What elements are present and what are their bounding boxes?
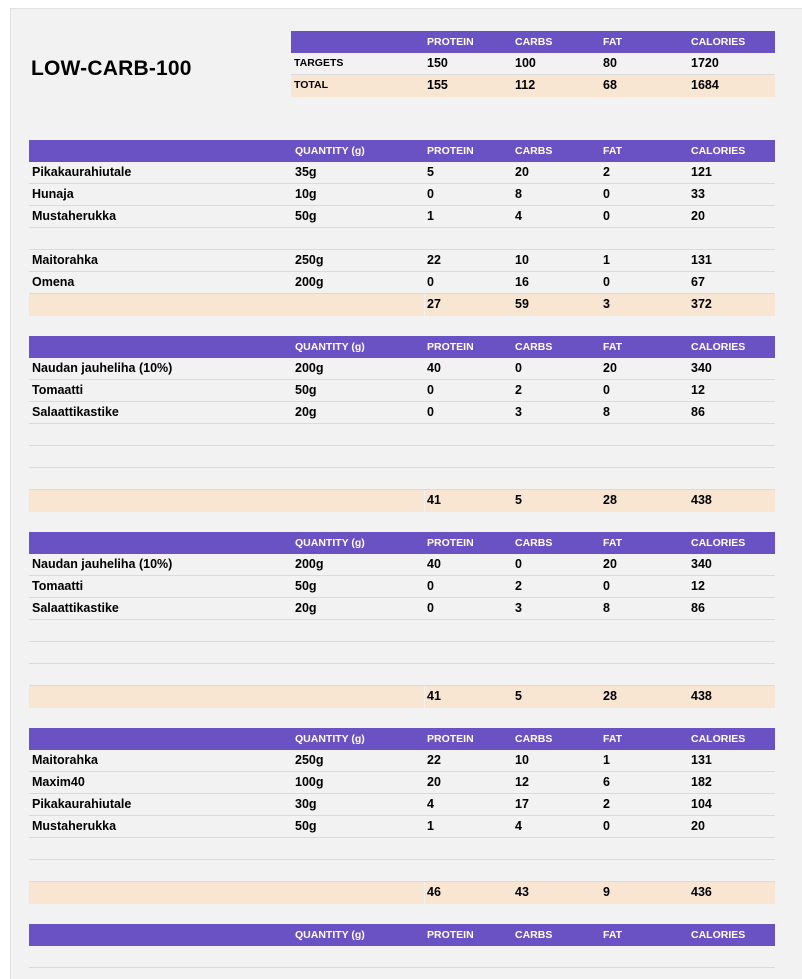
- summary-table: [291, 31, 775, 97]
- header-protein: PROTEIN: [427, 341, 474, 353]
- cell-carbs[interactable]: 4: [515, 209, 522, 223]
- cell-quantity[interactable]: 50g: [295, 819, 317, 833]
- total-fill-left: [29, 490, 424, 512]
- header-quantity: QUANTITY (g): [295, 929, 365, 941]
- meal-total-calories: 372: [691, 297, 712, 311]
- total-fill-left: [29, 882, 424, 904]
- cell-carbs[interactable]: 17: [515, 797, 529, 811]
- cell-quantity[interactable]: 250g: [295, 753, 324, 767]
- cell-quantity[interactable]: 20g: [295, 405, 317, 419]
- header-quantity: QUANTITY (g): [295, 733, 365, 745]
- meal-total-protein: 41: [427, 689, 441, 703]
- meal-row[interactable]: [29, 554, 775, 576]
- cell-calories[interactable]: 20: [691, 209, 705, 223]
- total-fill-left: [29, 294, 424, 316]
- cell-quantity[interactable]: 10g: [295, 187, 317, 201]
- cell-fat[interactable]: 20: [603, 557, 617, 571]
- cell-calories[interactable]: 340: [691, 361, 712, 375]
- meal-row[interactable]: [29, 860, 775, 882]
- meal-row[interactable]: [29, 642, 775, 664]
- meal-total-protein: 27: [427, 297, 441, 311]
- summary-header-calories: CALORIES: [691, 36, 746, 48]
- meal-header-row: [29, 336, 775, 358]
- cell-carbs[interactable]: 10: [515, 253, 529, 267]
- meal-header-row: [29, 140, 775, 162]
- header-carbs: CARBS: [515, 537, 553, 549]
- cell-fat[interactable]: 0: [603, 819, 610, 833]
- meal-row[interactable]: [29, 206, 775, 228]
- cell-quantity[interactable]: 20g: [295, 601, 317, 615]
- meal-header-row: [29, 924, 775, 946]
- meal-total-row: [29, 882, 775, 904]
- meal-total-row: [29, 686, 775, 708]
- meal-table: [29, 140, 775, 316]
- total-fill-right: [425, 490, 775, 512]
- meal-total-fat: 9: [603, 885, 610, 899]
- cell-carbs[interactable]: 4: [515, 819, 522, 833]
- meal-total-protein: 46: [427, 885, 441, 899]
- cell-carbs[interactable]: 2: [515, 579, 522, 593]
- summary-header-row: [291, 31, 775, 53]
- meal-table: [29, 532, 775, 708]
- cell-calories[interactable]: 131: [691, 253, 712, 267]
- total-fill-right: [425, 294, 775, 316]
- cell-calories[interactable]: 12: [691, 579, 705, 593]
- meal-row[interactable]: [29, 162, 775, 184]
- meal-row[interactable]: [29, 380, 775, 402]
- total-fill-right: [425, 882, 775, 904]
- meal-row[interactable]: [29, 750, 775, 772]
- header-fat: FAT: [603, 537, 623, 549]
- spreadsheet-sheet: [10, 8, 802, 979]
- cell-protein[interactable]: 22: [427, 253, 441, 267]
- meal-table: [29, 728, 775, 904]
- meal-row[interactable]: [29, 838, 775, 860]
- meal-header-row: [29, 728, 775, 750]
- meal-row[interactable]: [29, 576, 775, 598]
- meal-row[interactable]: [29, 272, 775, 294]
- header-fat: FAT: [603, 145, 623, 157]
- cell-food-name[interactable]: Salaattikastike: [32, 601, 119, 615]
- meal-total-carbs: 5: [515, 689, 522, 703]
- cell-carbs[interactable]: 3: [515, 405, 522, 419]
- header-calories: CALORIES: [691, 733, 746, 745]
- header-carbs: CARBS: [515, 145, 553, 157]
- meal-row[interactable]: [29, 228, 775, 250]
- cell-quantity[interactable]: 250g: [295, 253, 324, 267]
- cell-calories[interactable]: 121: [691, 165, 712, 179]
- summary-header-carbs: CARBS: [515, 36, 553, 48]
- meal-total-fat: 28: [603, 493, 617, 507]
- cell-protein[interactable]: 20: [427, 775, 441, 789]
- header-fat: FAT: [603, 929, 623, 941]
- cell-carbs[interactable]: 20: [515, 165, 529, 179]
- cell-protein[interactable]: 0: [427, 579, 434, 593]
- cell-calories[interactable]: 182: [691, 775, 712, 789]
- cell-fat[interactable]: 0: [603, 383, 610, 397]
- targets-carbs[interactable]: 100: [515, 56, 536, 70]
- meal-total-calories: 438: [691, 689, 712, 703]
- cell-quantity[interactable]: 50g: [295, 579, 317, 593]
- cell-quantity[interactable]: 50g: [295, 383, 317, 397]
- header-quantity: QUANTITY (g): [295, 537, 365, 549]
- header-fat: FAT: [603, 733, 623, 745]
- cell-fat[interactable]: 8: [603, 601, 610, 615]
- cell-protein[interactable]: 22: [427, 753, 441, 767]
- cell-food-name[interactable]: Maitorahka: [32, 753, 98, 767]
- header-protein: PROTEIN: [427, 733, 474, 745]
- meal-row[interactable]: [29, 250, 775, 272]
- cell-fat[interactable]: 1: [603, 753, 610, 767]
- targets-label: TARGETS: [294, 57, 344, 69]
- cell-food-name[interactable]: Salaattikastike: [32, 405, 119, 419]
- cell-food-name[interactable]: Naudan jauheliha (10%): [32, 361, 173, 375]
- cell-fat[interactable]: 2: [603, 165, 610, 179]
- meal-row[interactable]: [29, 772, 775, 794]
- meal-row[interactable]: [29, 424, 775, 446]
- meal-row[interactable]: [29, 402, 775, 424]
- meal-total-carbs: 43: [515, 885, 529, 899]
- cell-food-name[interactable]: Maxim40: [32, 775, 85, 789]
- total-calories: 1684: [691, 78, 719, 92]
- cell-carbs[interactable]: 8: [515, 187, 522, 201]
- summary-total-row[interactable]: [291, 75, 775, 97]
- meal-header-row: [29, 532, 775, 554]
- meal-total-calories: 436: [691, 885, 712, 899]
- cell-fat[interactable]: 1: [603, 253, 610, 267]
- cell-fat[interactable]: 0: [603, 275, 610, 289]
- meal-table: [29, 924, 775, 968]
- cell-calories[interactable]: 67: [691, 275, 705, 289]
- header-quantity: QUANTITY (g): [295, 341, 365, 353]
- cell-food-name[interactable]: Mustaherukka: [32, 209, 117, 223]
- cell-food-name[interactable]: Naudan jauheliha (10%): [32, 557, 173, 571]
- cell-protein[interactable]: 40: [427, 557, 441, 571]
- cell-food-name[interactable]: Tomaatti: [32, 579, 84, 593]
- header-protein: PROTEIN: [427, 145, 474, 157]
- cell-quantity[interactable]: 30g: [295, 797, 317, 811]
- cell-protein[interactable]: 0: [427, 405, 434, 419]
- cell-protein[interactable]: 0: [427, 601, 434, 615]
- meal-total-row: [29, 294, 775, 316]
- meal-row[interactable]: [29, 664, 775, 686]
- cell-protein[interactable]: 1: [427, 209, 434, 223]
- cell-quantity[interactable]: 200g: [295, 361, 324, 375]
- cell-protein[interactable]: 1: [427, 819, 434, 833]
- meal-row[interactable]: [29, 446, 775, 468]
- summary-targets-row[interactable]: [291, 53, 775, 75]
- cell-quantity[interactable]: 100g: [295, 775, 324, 789]
- cell-food-name[interactable]: Tomaatti: [32, 383, 84, 397]
- cell-calories[interactable]: 12: [691, 383, 705, 397]
- cell-quantity[interactable]: 50g: [295, 209, 317, 223]
- meal-row[interactable]: [29, 620, 775, 642]
- meal-total-fat: 28: [603, 689, 617, 703]
- cell-fat[interactable]: 0: [603, 209, 610, 223]
- targets-calories[interactable]: 1720: [691, 56, 719, 70]
- cell-protein[interactable]: 0: [427, 275, 434, 289]
- cell-calories[interactable]: 340: [691, 557, 712, 571]
- meal-row[interactable]: [29, 946, 775, 968]
- cell-fat[interactable]: 0: [603, 187, 610, 201]
- cell-calories[interactable]: 86: [691, 601, 705, 615]
- header-protein: PROTEIN: [427, 929, 474, 941]
- cell-fat[interactable]: 6: [603, 775, 610, 789]
- cell-food-name[interactable]: Omena: [32, 275, 75, 289]
- header-protein: PROTEIN: [427, 537, 474, 549]
- cell-carbs[interactable]: 0: [515, 557, 522, 571]
- meal-row[interactable]: [29, 468, 775, 490]
- targets-protein[interactable]: 150: [427, 56, 448, 70]
- cell-carbs[interactable]: 2: [515, 383, 522, 397]
- header-calories: CALORIES: [691, 537, 746, 549]
- cell-food-name[interactable]: Hunaja: [32, 187, 74, 201]
- total-fat: 68: [603, 78, 617, 92]
- cell-calories[interactable]: 86: [691, 405, 705, 419]
- cell-calories[interactable]: 131: [691, 753, 712, 767]
- meal-row[interactable]: [29, 184, 775, 206]
- meal-total-protein: 41: [427, 493, 441, 507]
- header-carbs: CARBS: [515, 341, 553, 353]
- header-carbs: CARBS: [515, 733, 553, 745]
- cell-fat[interactable]: 20: [603, 361, 617, 375]
- cell-quantity[interactable]: 200g: [295, 275, 324, 289]
- meal-row[interactable]: [29, 794, 775, 816]
- total-fill-left: [29, 686, 424, 708]
- meal-row[interactable]: [29, 816, 775, 838]
- cell-food-name[interactable]: Maitorahka: [32, 253, 98, 267]
- cell-carbs[interactable]: 3: [515, 601, 522, 615]
- total-fill-right: [425, 686, 775, 708]
- total-protein: 155: [427, 78, 448, 92]
- meal-table: [29, 336, 775, 512]
- cell-carbs[interactable]: 10: [515, 753, 529, 767]
- cell-calories[interactable]: 104: [691, 797, 712, 811]
- cell-calories[interactable]: 20: [691, 819, 705, 833]
- cell-protein[interactable]: 0: [427, 383, 434, 397]
- cell-quantity[interactable]: 200g: [295, 557, 324, 571]
- meal-row[interactable]: [29, 358, 775, 380]
- total-carbs: 112: [515, 78, 536, 92]
- cell-carbs[interactable]: 0: [515, 361, 522, 375]
- meal-total-calories: 438: [691, 493, 712, 507]
- cell-food-name[interactable]: Pikakaurahiutale: [32, 165, 132, 179]
- cell-food-name[interactable]: Pikakaurahiutale: [32, 797, 132, 811]
- summary-header-fat: FAT: [603, 36, 623, 48]
- cell-food-name[interactable]: Mustaherukka: [32, 819, 117, 833]
- header-fat: FAT: [603, 341, 623, 353]
- cell-carbs[interactable]: 12: [515, 775, 529, 789]
- cell-protein[interactable]: 5: [427, 165, 434, 179]
- cell-calories[interactable]: 33: [691, 187, 705, 201]
- summary-header-protein: PROTEIN: [427, 36, 474, 48]
- cell-fat[interactable]: 2: [603, 797, 610, 811]
- meal-row[interactable]: [29, 598, 775, 620]
- cell-fat[interactable]: 8: [603, 405, 610, 419]
- header-quantity: QUANTITY (g): [295, 145, 365, 157]
- page-title: LOW-CARB-100: [31, 57, 192, 80]
- header-calories: CALORIES: [691, 929, 746, 941]
- cell-protein[interactable]: 40: [427, 361, 441, 375]
- targets-fat[interactable]: 80: [603, 56, 617, 70]
- cell-protein[interactable]: 0: [427, 187, 434, 201]
- cell-fat[interactable]: 0: [603, 579, 610, 593]
- total-label: TOTAL: [294, 79, 329, 91]
- meal-total-carbs: 59: [515, 297, 529, 311]
- header-calories: CALORIES: [691, 341, 746, 353]
- meal-total-row: [29, 490, 775, 512]
- meal-total-fat: 3: [603, 297, 610, 311]
- cell-carbs[interactable]: 16: [515, 275, 529, 289]
- header-carbs: CARBS: [515, 929, 553, 941]
- cell-quantity[interactable]: 35g: [295, 165, 317, 179]
- header-calories: CALORIES: [691, 145, 746, 157]
- cell-protein[interactable]: 4: [427, 797, 434, 811]
- meal-total-carbs: 5: [515, 493, 522, 507]
